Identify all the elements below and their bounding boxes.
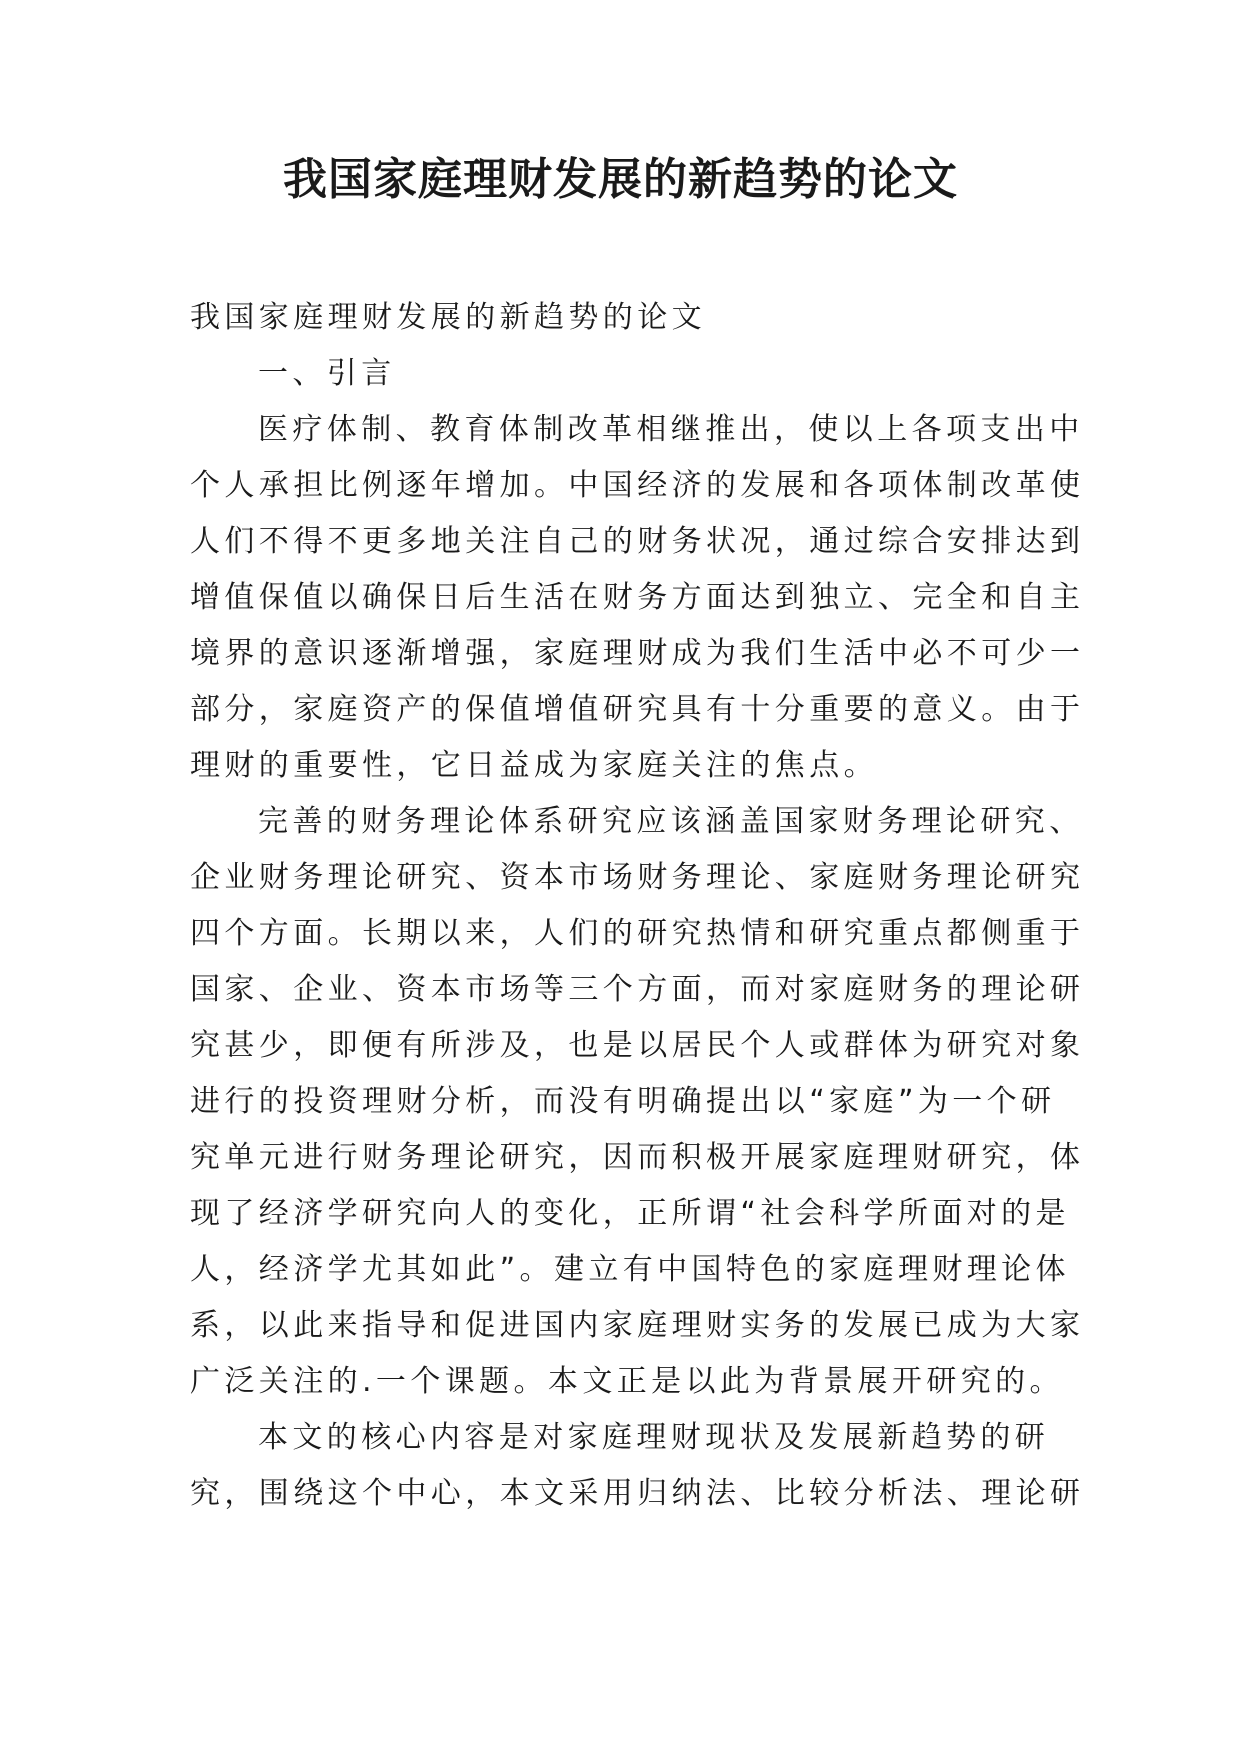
paragraph: [190, 402, 1085, 794]
text-line: 增值保值以确保日后生活在财务方面达到独立、完全和自主: [190, 580, 1085, 615]
text-line: 企业财务理论研究、资本市场财务理论、家庭财务理论研究: [190, 860, 1085, 895]
text-line: 究，围绕这个中心，本文采用归纳法、比较分析法、理论研: [190, 1476, 1085, 1511]
text-line: 个人承担比例逐年增加。中国经济的发展和各项体制改革使: [190, 468, 1085, 503]
text-line: 部分，家庭资产的保值增值研究具有十分重要的意义。由于: [190, 692, 1085, 727]
text-line: 一、引言: [258, 356, 396, 391]
text-line: 人们不得不更多地关注自己的财务状况，通过综合安排达到: [190, 524, 1085, 559]
text-line: 究单元进行财务理论研究，因而积极开展家庭理财研究，体: [190, 1140, 1085, 1175]
text-line: 本文的核心内容是对家庭理财现状及发展新趋势的研: [258, 1420, 1050, 1455]
text-line: 系，以此来指导和促进国内家庭理财实务的发展已成为大家: [190, 1308, 1085, 1343]
text-line: 国家、企业、资本市场等三个方面，而对家庭财务的理论研: [190, 972, 1085, 1007]
text-line: 境界的意识逐渐增强，家庭理财成为我们生活中必不可少一: [190, 636, 1085, 671]
text-line: 进行的投资理财分析，而没有明确提出以“家庭”为一个研: [190, 1084, 1056, 1119]
paragraph: [190, 794, 1085, 1410]
document-body: [190, 290, 1085, 1522]
paragraph: [190, 1410, 1085, 1522]
text-line: 完善的财务理论体系研究应该涵盖国家财务理论研究、: [258, 804, 1084, 839]
text-line: 广泛关注的.一个课题。本文正是以此为背景展开研究的。: [190, 1364, 1064, 1399]
paragraph: [190, 290, 1070, 346]
text-line: 究甚少，即便有所涉及，也是以居民个人或群体为研究对象: [190, 1028, 1085, 1063]
text-line: 人，经济学尤其如此”。建立有中国特色的家庭理财理论体: [190, 1252, 1070, 1287]
text-line: 现了经济学研究向人的变化，正所谓“社会科学所面对的是: [190, 1196, 1070, 1231]
text-line: 医疗体制、教育体制改革相继推出，使以上各项支出中: [258, 412, 1084, 447]
paragraph: [190, 346, 1070, 402]
text-line: 四个方面。长期以来，人们的研究热情和研究重点都侧重于: [190, 916, 1085, 951]
text-line: 理财的重要性，它日益成为家庭关注的焦点。: [190, 748, 878, 783]
text-line: 我国家庭理财发展的新趋势的论文: [190, 300, 706, 335]
document-title: 我国家庭理财发展的新趋势的论文: [283, 154, 958, 205]
